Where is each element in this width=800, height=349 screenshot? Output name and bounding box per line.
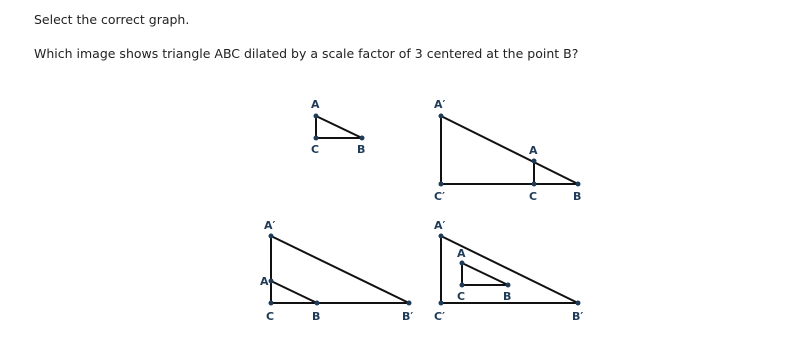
point-a — [532, 159, 537, 164]
label-c: C — [457, 290, 466, 303]
label-c: C — [529, 190, 538, 203]
point-b — [576, 182, 581, 187]
point-c — [269, 301, 274, 306]
question-text: Which image shows triangle ABC dilated by a scale factor of 3 centered at the point B? — [34, 46, 579, 61]
point-a — [269, 279, 274, 284]
label-a: A — [457, 247, 466, 260]
instruction-text: Select the correct graph. — [34, 12, 190, 27]
label-c: C — [266, 310, 275, 323]
point-b — [315, 301, 320, 306]
point-a — [460, 261, 465, 266]
label-b: B — [503, 290, 512, 303]
segment-ab — [271, 281, 317, 303]
graph-option-3[interactable] — [260, 219, 413, 323]
point-b-prime — [576, 301, 581, 306]
label-c: C — [311, 143, 320, 156]
point-b — [506, 283, 511, 288]
point-c — [532, 182, 537, 187]
graph-option-1[interactable] — [311, 98, 365, 156]
point-c-prime — [439, 182, 444, 187]
point-b-prime — [407, 301, 412, 306]
label-b-prime: B′ — [572, 310, 584, 323]
point-c — [460, 283, 465, 288]
label-a: A — [260, 275, 269, 288]
point-a-prime — [439, 114, 444, 119]
segment-ab — [316, 116, 362, 138]
label-c-prime: C′ — [434, 310, 445, 323]
graph-option-4[interactable] — [434, 219, 583, 323]
point-b — [360, 136, 365, 141]
label-a-prime: A′ — [434, 219, 446, 232]
graph-option-2[interactable] — [434, 98, 581, 203]
label-a-prime: A′ — [434, 98, 446, 111]
segment-a-prime-b-prime — [271, 236, 409, 303]
label-a: A — [529, 144, 538, 157]
label-a: A — [311, 98, 320, 111]
label-a-prime: A′ — [264, 219, 276, 232]
label-b: B — [312, 310, 321, 323]
point-a-prime — [439, 234, 444, 239]
label-b: B — [573, 190, 582, 203]
label-c-prime: C′ — [434, 190, 445, 203]
segment-a-prime-b — [441, 116, 578, 184]
point-a-prime — [269, 234, 274, 239]
point-c — [314, 136, 319, 141]
point-c-prime — [439, 301, 444, 306]
label-b: B — [357, 143, 366, 156]
label-b-prime: B′ — [402, 310, 414, 323]
point-a — [314, 114, 319, 119]
